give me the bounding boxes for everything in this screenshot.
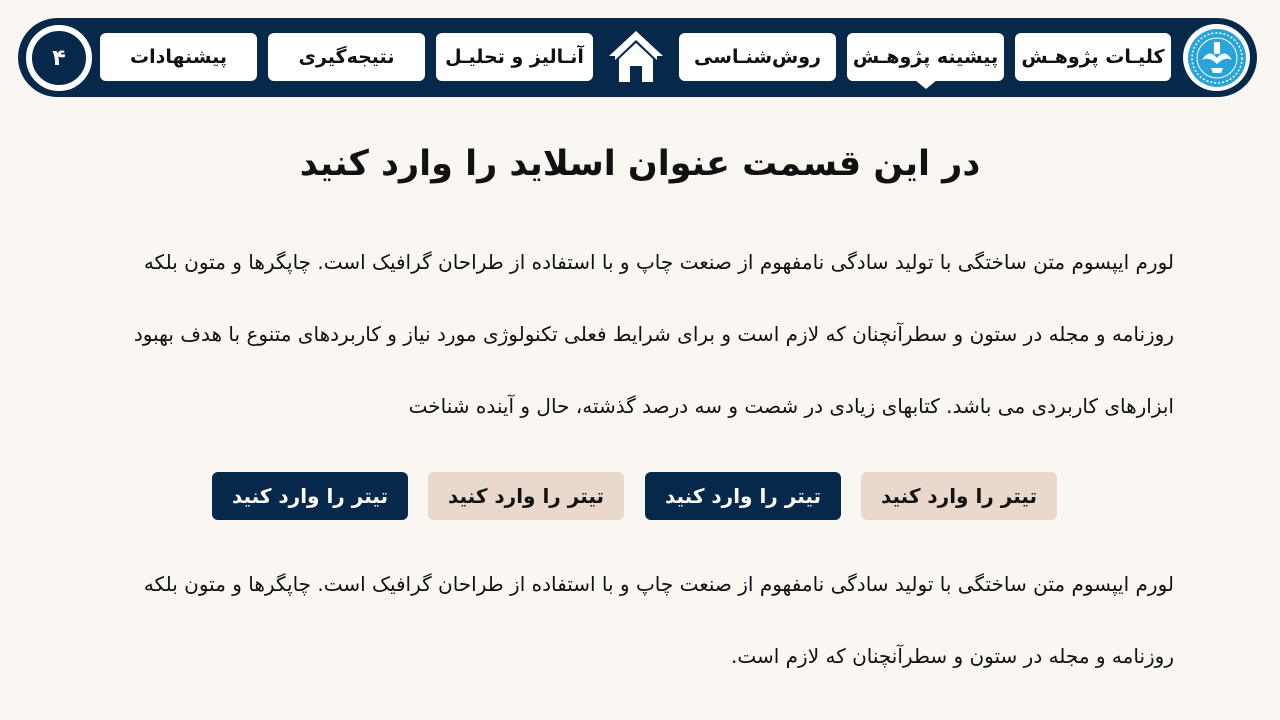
nav-item-analysis[interactable]: آنـالیز و تحلیـل [436,33,593,81]
nav-item-research-overview[interactable]: کلیـات پژوهـش [1015,33,1171,81]
title-button-4[interactable]: تیتر را وارد کنید [212,472,408,520]
nav-item-methodology[interactable]: روش‌شنـاسی [679,33,836,81]
university-logo-icon [1187,28,1247,88]
top-nav-bar [18,18,1257,97]
home-button[interactable] [606,28,666,86]
title-button-3[interactable]: تیتر را وارد کنید [428,472,624,520]
body-paragraph-2: لورم ایپسوم متن ساختگی با تولید سادگی نامفهوم از صنعت چاپ و با استفاده از طراحان گرافیک است. چاپگرها و متون بلکه روزنامه و مجله در ستون و سطرآنچنان که لازم است. [143,572,1174,668]
university-logo [1183,24,1250,91]
nav-item-literature-review[interactable]: پیشینه پژوهـش [847,33,1004,81]
title-button-1[interactable]: تیتر را وارد کنید [861,472,1057,520]
nav-item-conclusion[interactable]: نتیجه‌گیری [268,33,425,81]
slide-title: در این قسمت عنوان اسلاید را وارد کنید [299,144,981,184]
body-paragraph-1: لورم ایپسوم متن ساختگی با تولید سادگی نامفهوم از صنعت چاپ و با استفاده از طراحان گرافیک است. چاپگرها و متون بلکه روزنامه و مجله در ستون و سطرآنچنان که لازم است و برای شرایط فعلی تکنولوژی مورد نیاز و کاربردهای متنوع با هدف بهبود ابزارهای کاربردی می باشد. کتابهای زیادی در شصت و سه درصد گذشته، حال و آینده شناخت [133,250,1174,418]
page-number-badge: ۴ [26,25,92,91]
nav-item-suggestions[interactable]: پیشنهادات [100,33,257,81]
home-icon [606,28,666,86]
title-button-2[interactable]: تیتر را وارد کنید [645,472,841,520]
